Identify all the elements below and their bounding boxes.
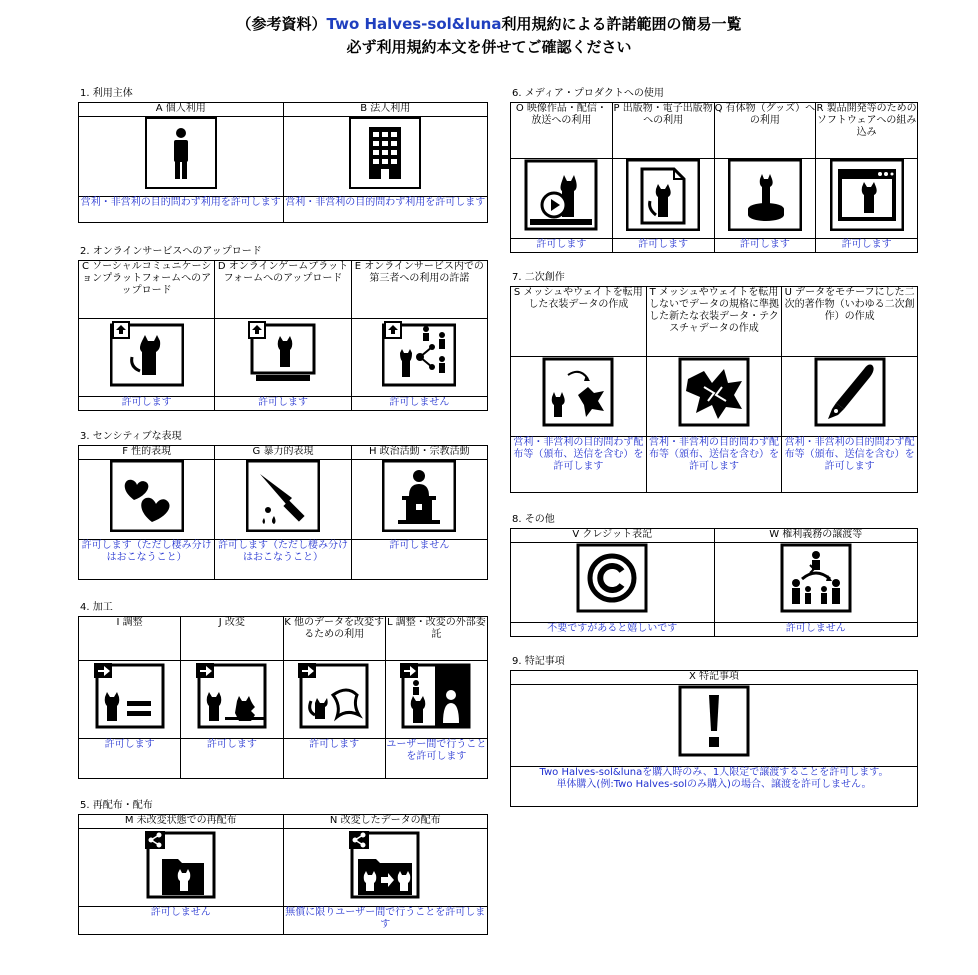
adjust-icon bbox=[93, 661, 167, 731]
goods-icon bbox=[728, 159, 802, 231]
col-label: B 法人利用 bbox=[283, 103, 488, 117]
col-label: O 映像作品・配信・放送への利用 bbox=[511, 103, 613, 159]
permission-note: 許可します bbox=[511, 239, 613, 253]
col-label: G 暴力的表現 bbox=[215, 446, 351, 460]
col-label: S メッシュやウェイトを転用した衣装データの作成 bbox=[511, 287, 647, 357]
col-label: Q 有体物（グッズ）への利用 bbox=[714, 103, 816, 159]
share-folder-icon bbox=[144, 829, 218, 901]
section-media-products: 6. メディア・プロダクトへの使用 O 映像作品・配信・放送への利用 P 出版物・電子出版物への利用 Q 有体物（グッズ）への利用 R 製品開発等のためのソフトウェアへの組み込み 許可します 許可します 許可します 許可します bbox=[510, 88, 918, 253]
product-name: Two Halves-sol&luna bbox=[326, 15, 502, 33]
permission-note: 営利・非営利の目的問わず利用を許可します bbox=[79, 197, 284, 223]
permission-note: 許可します bbox=[79, 739, 181, 779]
permission-note: 許可しません bbox=[79, 907, 284, 935]
col-label: A 個人利用 bbox=[79, 103, 284, 117]
section-other: 8. その他 V クレジット表記 W 権利義務の譲渡等 不要ですがあると嬉しいです 許可しません bbox=[510, 514, 918, 637]
col-label: V クレジット表記 bbox=[511, 529, 715, 543]
col-label: R 製品開発等のためのソフトウェアへの組み込み bbox=[816, 103, 918, 159]
col-label: E オンラインサービス内での第三者への利用の許諾 bbox=[351, 261, 487, 319]
col-label: W 権利義務の譲渡等 bbox=[714, 529, 918, 543]
col-label: X 特記事項 bbox=[511, 671, 918, 685]
col-label: U データをモチーフにした二次的著作物（いわゆる二次創作）の作成 bbox=[782, 287, 918, 357]
permission-note: 許可します bbox=[714, 239, 816, 253]
permission-note: 許可します（ただし棲み分けはおこなうこと） bbox=[215, 540, 351, 580]
permission-note: 許可します bbox=[215, 397, 351, 411]
permission-note: 許可します bbox=[612, 239, 714, 253]
col-label: D オンラインゲームプラットフォームへのアップロード bbox=[215, 261, 351, 319]
col-label: H 政治活動・宗教活動 bbox=[351, 446, 487, 460]
knife-icon bbox=[246, 460, 320, 532]
software-icon bbox=[830, 159, 904, 231]
publication-icon bbox=[626, 159, 700, 231]
permission-note: 許可します bbox=[79, 397, 215, 411]
outsource-icon bbox=[399, 661, 473, 731]
permission-note: 営利・非営利の目的問わず配布等（頒布、送信を含む）を許可します bbox=[782, 437, 918, 493]
costume-icon bbox=[542, 357, 614, 427]
permission-note: 営利・非営利の目的問わず利用を許可します bbox=[283, 197, 488, 223]
share-modified-icon bbox=[348, 829, 422, 901]
permission-note: 許可しません bbox=[714, 623, 918, 637]
copyright-icon bbox=[576, 543, 648, 613]
permission-note: 不要ですがあると嬉しいです bbox=[511, 623, 715, 637]
upload-cat-icon bbox=[110, 319, 184, 387]
person-icon bbox=[145, 117, 217, 189]
cloth-icon bbox=[678, 357, 750, 427]
section-usage-subject: 1. 利用主体 A 個人利用 B 法人利用 営利・非営利の目的問わず利用を許可します 営利・非営利の目的問わず利用を許可します bbox=[78, 88, 488, 223]
podium-icon bbox=[382, 460, 456, 532]
hearts-icon bbox=[110, 460, 184, 532]
section-sensitive: 3. センシティブな表現 F 性的表現 G 暴力的表現 H 政治活動・宗教活動 許可します（ただし棲み分けはおこなうこと） 許可します（ただし棲み分けはおこなうこと） 許可しません bbox=[78, 431, 488, 580]
permission-note: 無償に限りユーザー間で行うことを許可します bbox=[283, 907, 488, 935]
col-label: I 調整 bbox=[79, 617, 181, 661]
permission-note: 許可します（ただし棲み分けはおこなうこと） bbox=[79, 540, 215, 580]
upload-monitor-icon bbox=[246, 319, 320, 387]
permission-note: 許可しません bbox=[351, 540, 487, 580]
col-label: M 未改変状態での再配布 bbox=[79, 815, 284, 829]
permission-note: 許可します bbox=[816, 239, 918, 253]
permission-note: ユーザー間で行うことを許可します bbox=[385, 739, 487, 779]
col-label: J 改変 bbox=[181, 617, 283, 661]
col-label: N 改変したデータの配布 bbox=[283, 815, 488, 829]
transfer-icon bbox=[780, 543, 852, 613]
permission-note: 許可しません bbox=[351, 397, 487, 411]
permission-note: 許可します bbox=[283, 739, 385, 779]
building-icon bbox=[349, 117, 421, 189]
permission-note: 営利・非営利の目的問わず配布等（頒布、送信を含む）を許可します bbox=[646, 437, 782, 493]
page-subtitle: 必ず利用規約本文を併せてご確認ください bbox=[346, 38, 632, 56]
col-label: L 調整・改変の外部委託 bbox=[385, 617, 487, 661]
col-label: T メッシュやウェイトを転用しないでデータの規格に準拠した新たな衣装データ・テクスチャデータの作成 bbox=[646, 287, 782, 357]
modify-icon bbox=[195, 661, 269, 731]
col-label: P 出版物・電子出版物への利用 bbox=[612, 103, 714, 159]
permission-note: 許可します bbox=[181, 739, 283, 779]
video-icon bbox=[524, 159, 598, 231]
col-label: K 他のデータを改変するための利用 bbox=[283, 617, 385, 661]
page-title: （参考資料）Two Halves-sol&luna利用規約による許諾範囲の簡易一覧 bbox=[236, 15, 742, 33]
exclamation-icon bbox=[678, 685, 750, 757]
section-derivative: 7. 二次創作 S メッシュやウェイトを転用した衣装データの作成 T メッシュやウェイトを転用しないでデータの規格に準拠した新たな衣装データ・テクスチャデータの作成 U データをモチーフにした二次的著作物（いわゆる二次創作）の作成 営利・非営利の目的問わず配布等（頒布、送信を含む）を許可します 営利・非営利の目的問わず配布等（頒布、送信を含む）を許可します 営利・非営利の目的問わず配布等（頒布、送信を含む）を許可します bbox=[510, 272, 918, 493]
col-label: F 性的表現 bbox=[79, 446, 215, 460]
permission-note: Two Halves-sol&lunaを購入時のみ、1人限定で譲渡することを許可します。 単体購入(例:Two Halves-solのみ購入)の場合、譲渡を許可しません。 bbox=[511, 767, 918, 807]
upload-share-icon bbox=[382, 319, 456, 387]
modify-other-icon bbox=[297, 661, 371, 731]
section-online-upload: 2. オンラインサービスへのアップロード C ソーシャルコミュニケーションプラットフォームへのアップロード D オンラインゲームプラットフォームへのアップロード E オンラインサービス内での第三者への利用の許諾 許可します 許可します 許可しません bbox=[78, 246, 488, 411]
section-special-notes: 9. 特記事項 X 特記事項 Two Halves-sol&lunaを購入時のみ、1人限定で譲渡することを許可します。 単体購入(例:Two Halves-solのみ購入)の場合、譲渡を許可しません。 bbox=[510, 656, 918, 807]
col-label: C ソーシャルコミュニケーションプラットフォームへのアップロード bbox=[79, 261, 215, 319]
section-redistribution: 5. 再配布・配布 M 未改変状態での再配布 N 改変したデータの配布 許可しません 無償に限りユーザー間で行うことを許可します bbox=[78, 800, 488, 935]
section-processing: 4. 加工 I 調整 J 改変 K 他のデータを改変するための利用 L 調整・改変の外部委託 許可します 許可します 許可します ユーザー間で行うことを許可します bbox=[78, 602, 488, 779]
pen-icon bbox=[814, 357, 886, 427]
permission-note: 営利・非営利の目的問わず配布等（頒布、送信を含む）を許可します bbox=[511, 437, 647, 493]
